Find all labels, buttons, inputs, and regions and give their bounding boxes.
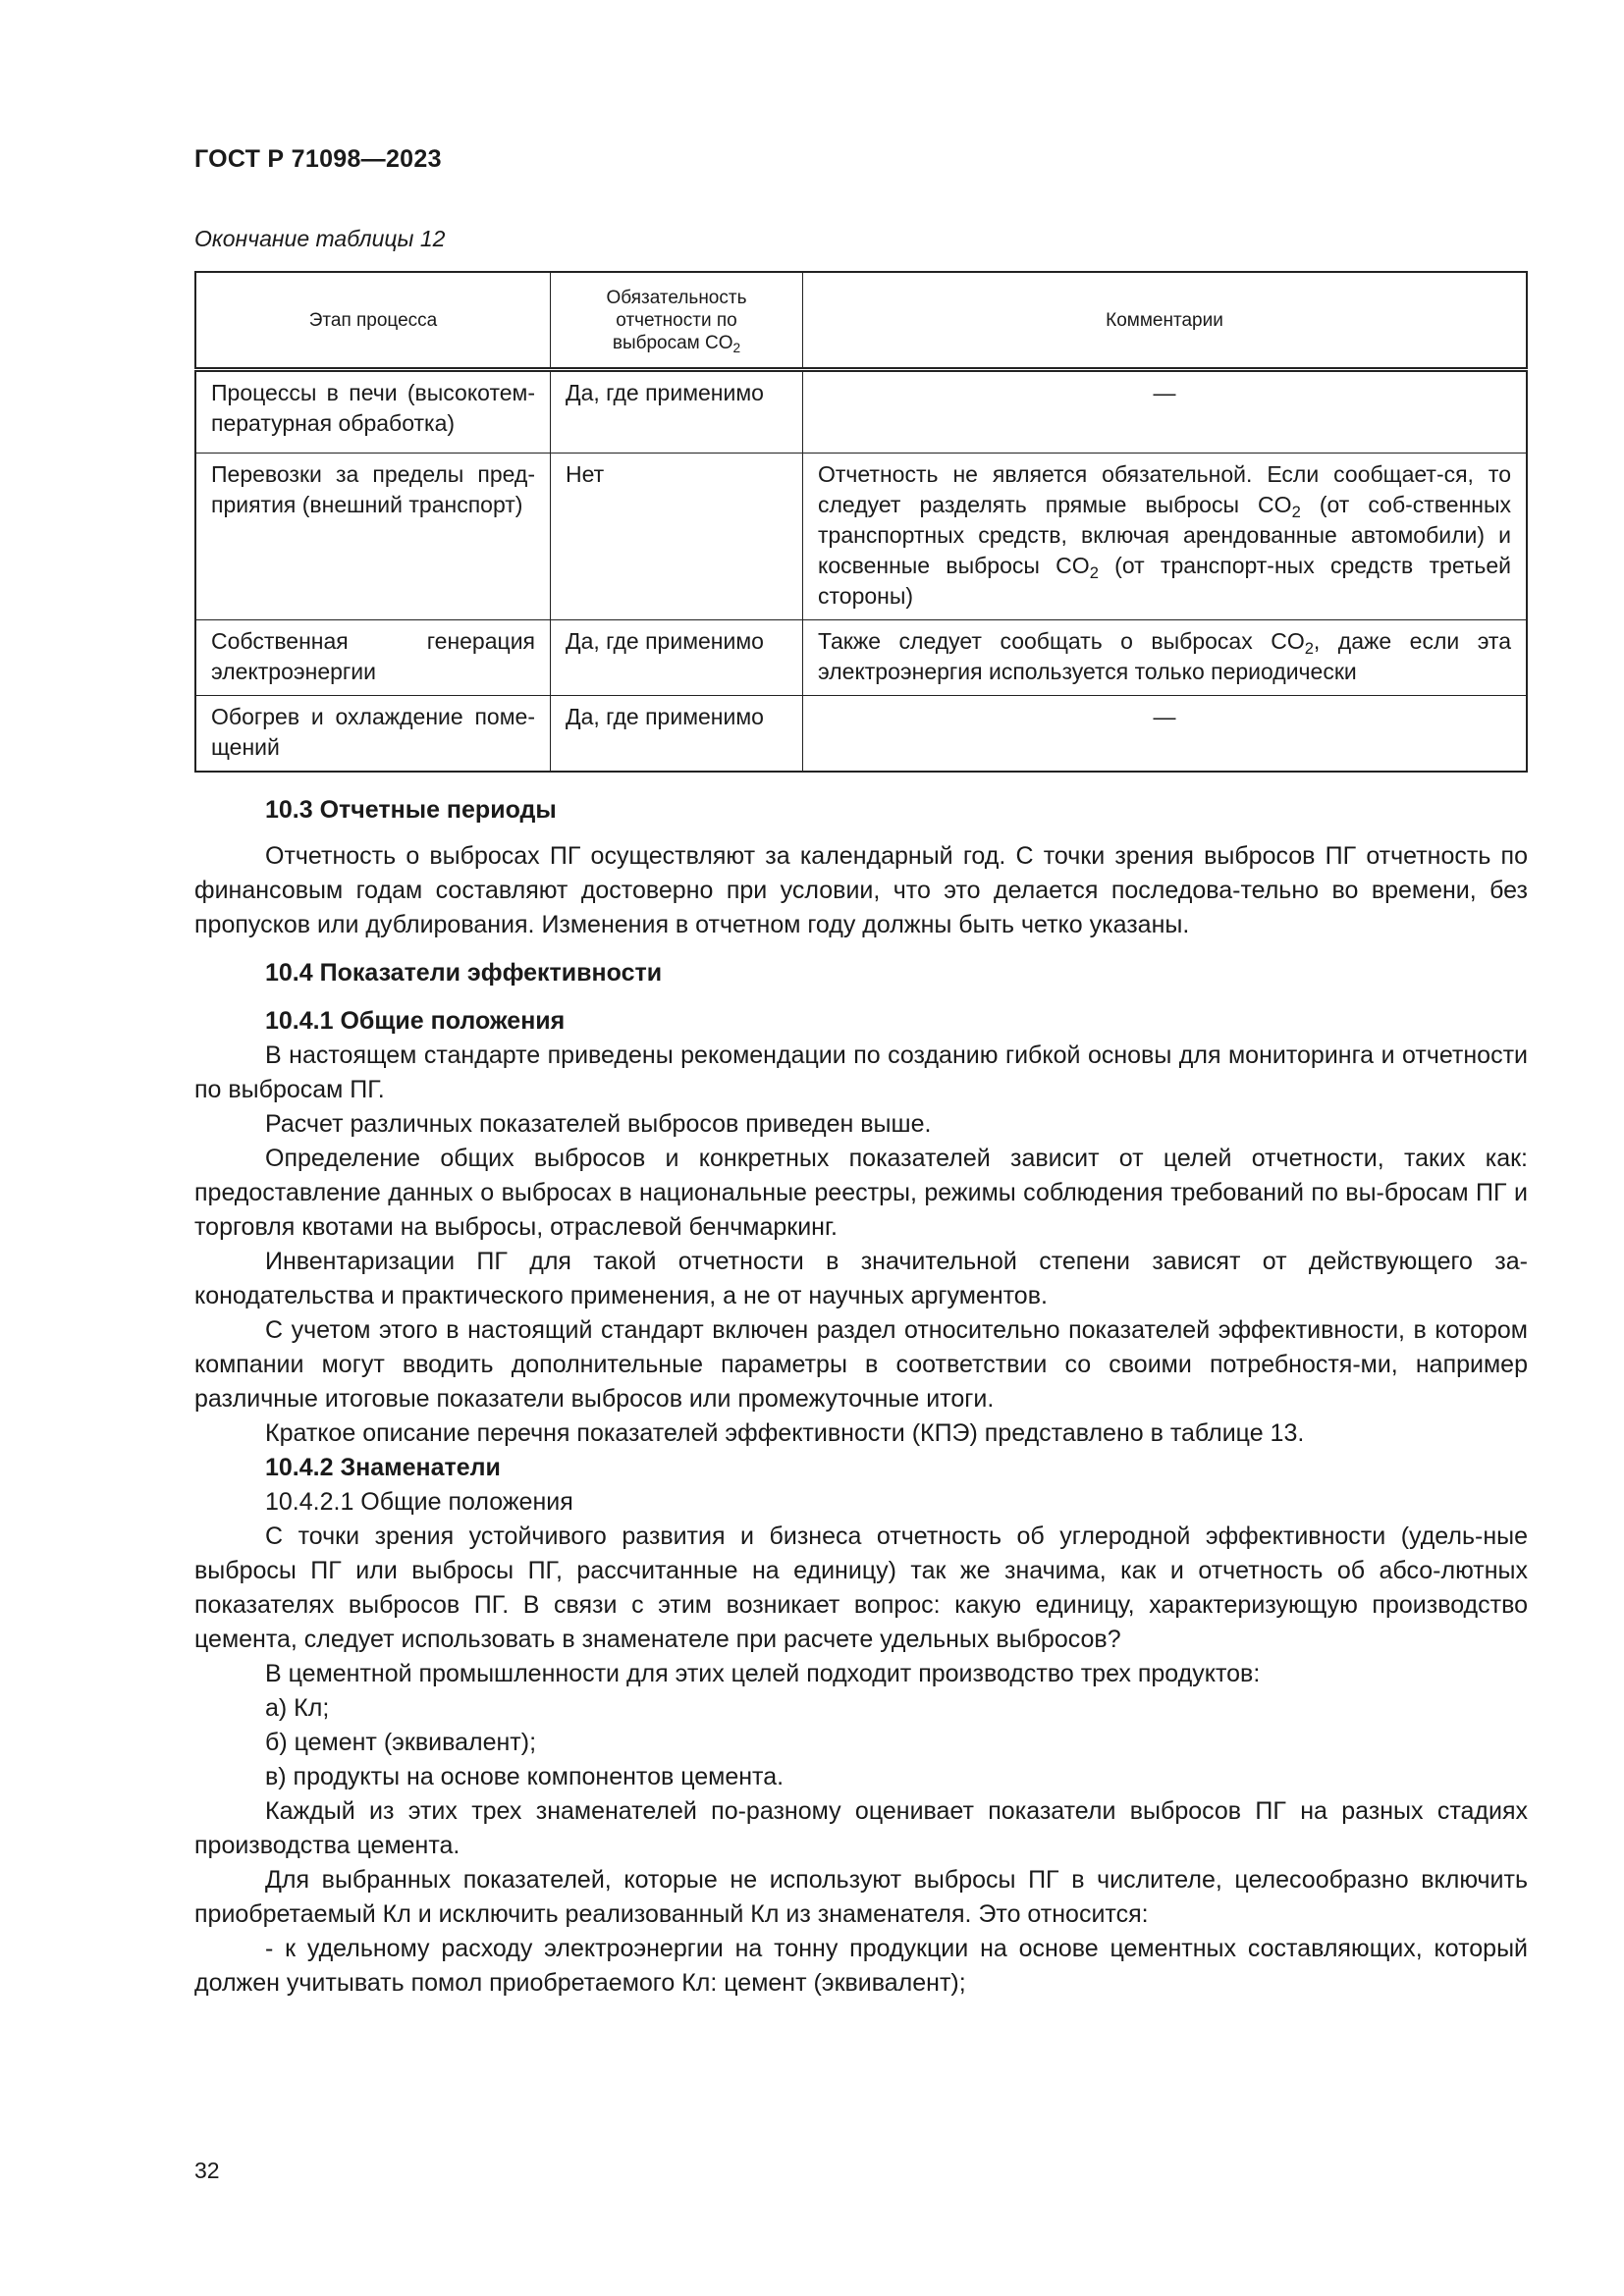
- paragraph: С точки зрения устойчивого развития и бизнеса отчетность об углеродной эффективности (удель-ные выбросы ПГ или выбросы ПГ, рассчитанные на единицу) так же значима, как и отчетность об абсо-лютных показателях выбросов ПГ. В связи с этим возникает вопрос: какую единицу, характеризующую производство цемента, следует использовать в знаменателе при расчете удельных выбросов?: [194, 1522, 1528, 1653]
- cell-stage: Перевозки за пределы пред-приятия (внешний транспорт): [195, 454, 551, 620]
- col-header-stage: Этап процесса: [195, 272, 551, 370]
- section-heading-10-3: 10.3 Отчетные периоды: [265, 796, 557, 824]
- cell-stage: Собственная генерация электроэнергии: [195, 620, 551, 696]
- cell-stage: Обогрев и охлаждение поме-щений: [195, 696, 551, 773]
- col-header-comments: Комментарии: [803, 272, 1528, 370]
- cell-mandatory: Да, где применимо: [551, 370, 803, 454]
- paragraph: Инвентаризации ПГ для такой отчетности в значительной степени зависят от действующего за-конодательства и практического применения, а не от научных аргументов.: [194, 1248, 1528, 1309]
- table-12: [194, 271, 1528, 773]
- paragraph: В настоящем стандарте приведены рекомендации по созданию гибкой основы для мониторинга и отчетности по выбросам ПГ.: [194, 1041, 1528, 1103]
- paragraph: Расчет различных показателей выбросов приведен выше.: [265, 1110, 932, 1138]
- paragraph: - к удельному расходу электроэнергии на тонну продукции на основе цементных составляющих, который должен учитывать помол приобретаемого Кл: цемент (эквивалент);: [194, 1935, 1528, 1997]
- cell-mandatory: Да, где применимо: [551, 620, 803, 696]
- paragraph: Определение общих выбросов и конкретных показателей зависит от целей отчетности, таких как: предоставление данных о выбросах в национальные реестры, режимы соблюдения требований по вы-бросам ПГ и торговля квотами на выбросы, отраслевой бенчмаркинг.: [194, 1145, 1528, 1241]
- list-item: а) Кл;: [265, 1694, 330, 1722]
- table-row: [195, 620, 1527, 696]
- document-header: ГОСТ Р 71098—2023: [194, 145, 442, 173]
- list-item: б) цемент (эквивалент);: [265, 1729, 537, 1756]
- cell-comment: —: [803, 370, 1528, 454]
- table-row: [195, 454, 1527, 620]
- cell-stage: Процессы в печи (высокотем-пературная обработка): [195, 370, 551, 454]
- cell-comment: —: [803, 696, 1528, 773]
- list-item: в) продукты на основе компонентов цемента.: [265, 1763, 785, 1790]
- cell-comment: Также следует сообщать о выбросах $CO_2$, даже если эта электроэнергия используется только периодически: [803, 620, 1528, 696]
- paragraph: В цементной промышленности для этих целей подходит производство трех продуктов:: [265, 1660, 1261, 1687]
- cell-comment: Отчетность не является обязательной. Если сообщает-ся, то следует разделять прямые выбросы $CO_2$ (от соб-ственных транспортных средств, включая арендованные автомобили) и косвенные выбросы $CO_2$ (от транспорт-ных средств третьей стороны): [803, 454, 1528, 620]
- table-row: [195, 696, 1527, 773]
- paragraph: С учетом этого в настоящий стандарт включен раздел относительно показателей эффективности, в котором компании могут вводить дополнительные параметры в соответствии со своими потребностя-ми, например различные итоговые показатели выбросов или промежуточные итоги.: [194, 1316, 1528, 1413]
- body-text: [194, 793, 1528, 2001]
- section-heading-10-4-1: 10.4.1 Общие положения: [265, 1007, 566, 1035]
- table-header-row: [195, 272, 1527, 370]
- section-heading-10-4-2: 10.4.2 Знаменатели: [265, 1454, 501, 1481]
- table-caption: Окончание таблицы 12: [194, 226, 446, 251]
- cell-mandatory: Нет: [551, 454, 803, 620]
- col-header-mandatory: Обязательность отчетности по выбросам $CO_2$: [551, 272, 803, 370]
- paragraph: Отчетность о выбросах ПГ осуществляют за календарный год. С точки зрения выбросов ПГ отчетность по финансовым годам составляют достоверно при условии, что это делается последова-тельно во времени, без пропусков или дублирования. Изменения в отчетном году должны быть четко указаны.: [194, 842, 1528, 938]
- paragraph: Для выбранных показателей, которые не используют выбросы ПГ в числителе, целесообразно включить приобретаемый Кл и исключить реализованный Кл из знаменателя. Это относится:: [194, 1866, 1528, 1928]
- cell-mandatory: Да, где применимо: [551, 696, 803, 773]
- paragraph: Каждый из этих трех знаменателей по-разному оценивает показатели выбросов ПГ на разных стадиях производства цемента.: [194, 1797, 1528, 1859]
- page-number: 32: [194, 2158, 220, 2183]
- section-heading-10-4: 10.4 Показатели эффективности: [265, 959, 663, 987]
- subsection-heading-10-4-2-1: 10.4.2.1 Общие положения: [265, 1488, 573, 1516]
- table-row: [195, 370, 1527, 454]
- paragraph: Краткое описание перечня показателей эффективности (КПЭ) представлено в таблице 13.: [265, 1419, 1305, 1447]
